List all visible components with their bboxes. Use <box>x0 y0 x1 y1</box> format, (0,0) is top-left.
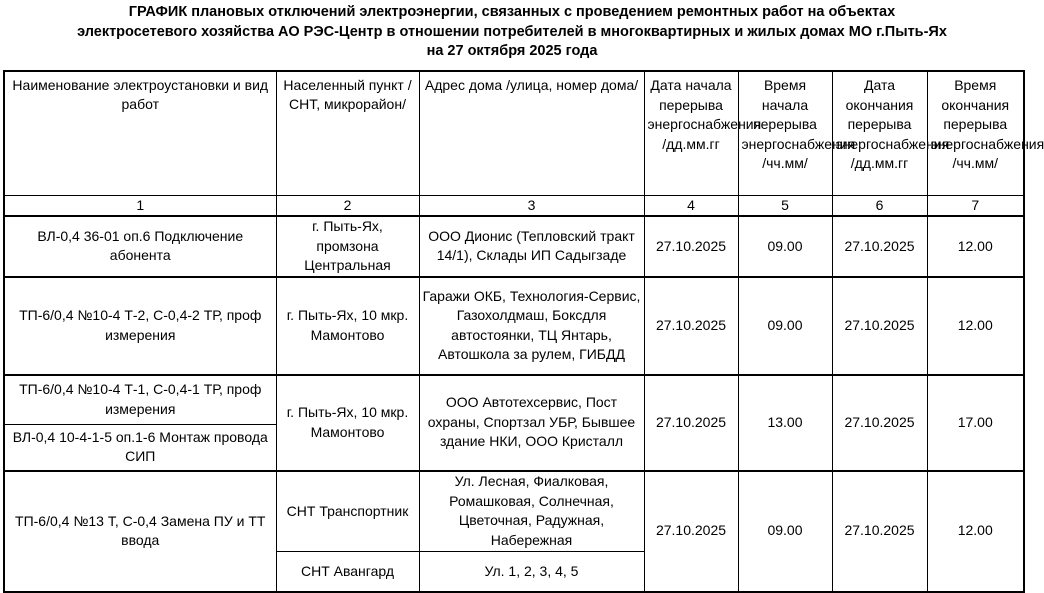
date-start-cell: 27.10.2025 <box>644 375 738 471</box>
time-start-cell: 13.00 <box>738 375 832 471</box>
date-end-cell: 27.10.2025 <box>832 375 927 471</box>
column-number: 1 <box>4 195 276 216</box>
work-cell: ВЛ-0,4 36-01 оп.6 Подключение абонента <box>4 216 276 277</box>
outage-table <box>3 70 1044 593</box>
date-start-cell: 27.10.2025 <box>644 216 738 277</box>
title-line-3: на 27 октября 2025 года <box>426 43 598 59</box>
date-end-cell: 27.10.2025 <box>832 277 927 375</box>
address-cell: ООО Автотехсервис, Пост охраны, Спортзал УБР, Бывшее здание НКИ, ООО Кристалл <box>419 375 644 471</box>
work-cell: ТП-6/0,4 №13 Т, С-0,4 Замена ПУ и ТТ ввода <box>4 471 276 592</box>
locality-cell: СНТ Транспортник <box>276 471 419 552</box>
time-end-cell: 12.00 <box>927 216 1024 277</box>
header-date-start: Дата начала перерыва энергоснабжения /дд.мм.гг <box>644 71 738 195</box>
header-address: Адрес дома /улица, номер дома/ <box>419 71 644 195</box>
column-number: 4 <box>644 195 738 216</box>
column-number: 3 <box>419 195 644 216</box>
header-time-start: Время начала перерыва энергоснабжения /чч.мм/ <box>738 71 832 195</box>
time-end-cell: 17.00 <box>927 375 1024 471</box>
column-number-row <box>4 195 1024 216</box>
address-cell: Ул. 1, 2, 3, 4, 5 <box>419 552 644 592</box>
work-cell: ТП-6/0,4 №10-4 Т-2, С-0,4-2 ТР, проф измерения <box>4 277 276 375</box>
address-cell: Гаражи ОКБ, Технология-Сервис, Газохолдмаш, Боксдля автостоянки, ТЦ Янтарь, Автошкола за рулем, ГИБДД <box>419 277 644 375</box>
table-row <box>4 375 1024 425</box>
date-start-cell: 27.10.2025 <box>644 471 738 592</box>
locality-cell: г. Пыть-Ях, промзона Центральная <box>276 216 419 277</box>
work-cell: ВЛ-0,4 10-4-1-5 оп.1-6 Монтаж провода СИП <box>4 425 276 471</box>
locality-cell: г. Пыть-Ях, 10 мкр. Мамонтово <box>276 375 419 471</box>
column-number: 6 <box>832 195 927 216</box>
date-start-cell: 27.10.2025 <box>644 277 738 375</box>
header-time-end: Время окончания перерыва энергоснабжения /чч.мм/ <box>927 71 1024 195</box>
title-line-2: электросетевого хозяйства АО РЭС-Центр в отношении потребителей в многоквартирных и жилых домах МО г.Пыть-Ях <box>77 23 947 40</box>
document-title <box>0 0 1024 64</box>
address-cell: ООО Дионис (Тепловский тракт 14/1), Склады ИП Садыгзаде <box>419 216 644 277</box>
time-end-cell: 12.00 <box>927 471 1024 592</box>
date-end-cell: 27.10.2025 <box>832 216 927 277</box>
header-row <box>4 71 1024 195</box>
header-equipment-work: Наименование электроустановки и вид работ <box>4 71 276 195</box>
title-line-1: ГРАФИК плановых отключений электроэнергии, связанных с проведением ремонтных работ на объектах <box>128 4 896 20</box>
header-date-end: Дата окончания перерыва энергоснабжения /дд.мм.гг <box>832 71 927 195</box>
time-start-cell: 09.00 <box>738 471 832 592</box>
time-start-cell: 09.00 <box>738 216 832 277</box>
work-cell: ТП-6/0,4 №10-4 Т-1, С-0,4-1 ТР, проф измерения <box>4 375 276 425</box>
time-end-cell: 12.00 <box>927 277 1024 375</box>
locality-cell: СНТ Авангард <box>276 552 419 592</box>
column-number: 7 <box>927 195 1024 216</box>
header-locality: Населенный пункт /СНТ, микрорайон/ <box>276 71 419 195</box>
address-cell: Ул. Лесная, Фиалковая, Ромашковая, Солнечная, Цветочная, Радужная, Набережная <box>419 471 644 552</box>
table-row <box>4 216 1024 277</box>
time-start-cell: 09.00 <box>738 277 832 375</box>
table-row <box>4 471 1024 552</box>
column-number: 5 <box>738 195 832 216</box>
column-number: 2 <box>276 195 419 216</box>
table-row <box>4 277 1024 375</box>
locality-cell: г. Пыть-Ях, 10 мкр. Мамонтово <box>276 277 419 375</box>
date-end-cell: 27.10.2025 <box>832 471 927 592</box>
